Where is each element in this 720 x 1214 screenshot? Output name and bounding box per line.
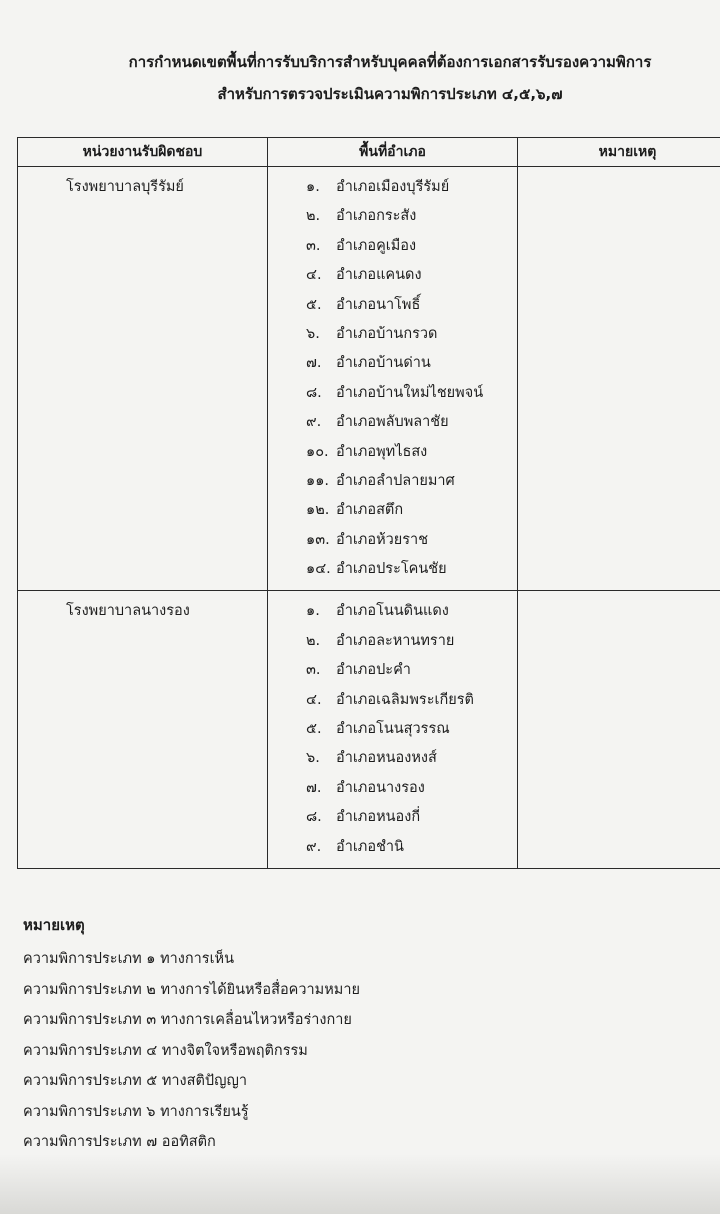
district-item <box>306 555 517 584</box>
district-name: อำเภอบ้านด่าน <box>336 355 431 372</box>
district-name: อำเภอหนองกี่ <box>336 809 421 826</box>
district-item <box>306 715 517 744</box>
district-name: อำเภอบ้านใหม่ไชยพจน์ <box>336 384 484 401</box>
legend-item: ความพิการประเภท ๒ ทางการได้ยินหรือสื่อความหมาย <box>23 981 360 998</box>
district-number: ๖. <box>306 325 320 342</box>
legend-heading: หมายเหตุ <box>23 916 85 934</box>
district-name: อำเภอเฉลิมพระเกียรติ <box>336 691 474 708</box>
district-name: อำเภอนางรอง <box>336 779 425 796</box>
district-number: ๔. <box>306 267 322 284</box>
district-item <box>306 261 517 290</box>
district-name: อำเภอเมืองบุรีรัมย์ <box>336 179 450 195</box>
district-number: ๑๐. <box>306 443 329 460</box>
district-item <box>306 627 517 656</box>
header-district-area: พื้นที่อำเภอ <box>268 138 518 167</box>
district-list-cell <box>268 167 518 591</box>
district-number: ๗. <box>306 779 322 796</box>
district-item <box>306 496 517 525</box>
district-number: ๑๔. <box>306 561 331 578</box>
district-number: ๘. <box>306 384 322 401</box>
district-name: อำเภอหนองหงส์ <box>336 750 437 767</box>
district-item <box>306 774 517 803</box>
header-responsible-unit: หน่วยงานรับผิดชอบ <box>18 138 268 167</box>
district-name: อำเภอลำปลายมาศ <box>336 472 455 489</box>
district-name: อำเภอห้วยราช <box>336 531 429 548</box>
table-header-row <box>18 138 720 167</box>
district-item <box>306 438 517 467</box>
remarks-cell <box>518 167 720 591</box>
district-item <box>306 467 517 496</box>
district-name: อำเภอพุทไธสง <box>336 443 428 460</box>
legend-item: ความพิการประเภท ๔ ทางจิตใจหรือพฤติกรรม <box>23 1042 308 1059</box>
district-name: อำเภอละหานทราย <box>336 632 455 649</box>
district-number: ๓. <box>306 662 321 679</box>
district-name: อำเภอพลับพลาชัย <box>336 414 449 431</box>
district-name: อำเภอบ้านกรวด <box>336 325 438 342</box>
district-item <box>306 656 517 685</box>
district-name: อำเภอชำนิ <box>336 838 404 855</box>
document-title-line-1: การกำหนดเขตพื้นที่การรับบริการสำหรับบุคคลที่ต้องการเอกสารรับรองความพิการ <box>128 53 652 71</box>
remarks-legend <box>23 910 623 1158</box>
header-remarks: หมายเหตุ <box>518 138 720 167</box>
district-number: ๒. <box>306 208 321 225</box>
table-body <box>18 167 720 869</box>
legend-item: ความพิการประเภท ๖ ทางการเรียนรู้ <box>23 1103 249 1120</box>
district-name: อำเภอกระสัง <box>336 208 417 225</box>
district-item <box>306 744 517 773</box>
district-number: ๑๒. <box>306 502 330 519</box>
table-row <box>18 591 720 869</box>
remarks-cell <box>518 591 720 869</box>
district-name: อำเภอคูเมือง <box>336 237 417 254</box>
service-area-table <box>17 137 720 869</box>
district-number: ๑. <box>306 603 320 620</box>
document-title-line-2: สำหรับการตรวจประเมินความพิการประเภท ๔,๕,๖,๗ <box>217 85 563 103</box>
page-bottom-shadow <box>0 1154 720 1214</box>
district-name: อำเภอนาโพธิ์ <box>336 296 421 313</box>
district-number: ๗. <box>306 355 322 372</box>
district-list-cell <box>268 591 518 869</box>
district-item <box>306 408 517 437</box>
legend-item: ความพิการประเภท ๑ ทางการเห็น <box>23 951 235 967</box>
legend-item: ความพิการประเภท ๓ ทางการเคลื่อนไหวหรือร่างกาย <box>23 1012 352 1028</box>
district-name: อำเภอสตึก <box>336 502 404 519</box>
legend-item: ความพิการประเภท ๗ ออทิสติก <box>23 1134 216 1150</box>
district-number: ๑๑. <box>306 472 330 489</box>
district-number: ๒. <box>306 632 321 649</box>
district-number: ๙. <box>306 838 322 855</box>
table-row <box>18 167 720 591</box>
legend-item: ความพิการประเภท ๕ ทางสติปัญญา <box>23 1073 247 1089</box>
district-number: ๖. <box>306 750 320 767</box>
district-item <box>306 173 517 202</box>
district-item <box>306 803 517 832</box>
district-item <box>306 686 517 715</box>
district-item <box>306 526 517 555</box>
district-number: ๕. <box>306 721 322 738</box>
district-item <box>306 320 517 349</box>
legend-list <box>23 944 623 1158</box>
district-number: ๓. <box>306 237 321 254</box>
district-name: อำเภอประโคนชัย <box>336 561 447 578</box>
district-number: ๕. <box>306 296 322 313</box>
district-name: อำเภอโนนสุวรรณ <box>336 721 450 738</box>
district-item <box>306 202 517 231</box>
responsible-unit-cell: โรงพยาบาลนางรอง <box>18 591 268 869</box>
district-item <box>306 833 517 862</box>
district-item <box>306 291 517 320</box>
district-item <box>306 597 517 626</box>
district-item <box>306 379 517 408</box>
district-name: อำเภอปะคำ <box>336 662 411 679</box>
district-number: ๔. <box>306 691 322 708</box>
district-name: อำเภอแคนดง <box>336 267 422 284</box>
district-name: อำเภอโนนดินแดง <box>336 603 449 620</box>
district-number: ๙. <box>306 414 322 431</box>
district-item <box>306 349 517 378</box>
district-number: ๘. <box>306 809 322 826</box>
district-number: ๑๓. <box>306 531 330 548</box>
responsible-unit-cell: โรงพยาบาลบุรีรัมย์ <box>18 167 268 591</box>
district-number: ๑. <box>306 179 320 195</box>
district-item <box>306 232 517 261</box>
